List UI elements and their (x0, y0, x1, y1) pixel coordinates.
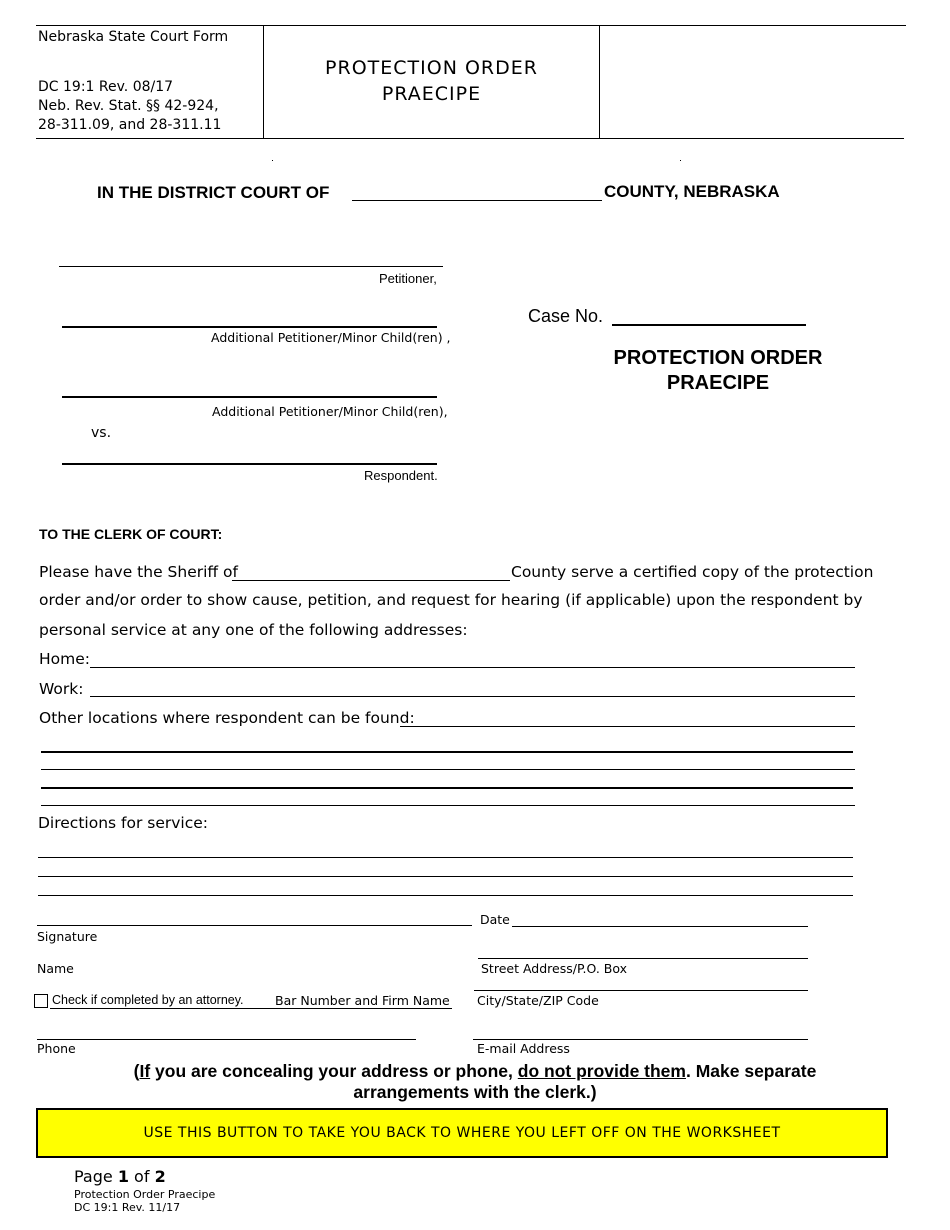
para-prefix: Please have the Sheriff of (39, 563, 238, 581)
header-divider-right (599, 25, 600, 138)
respondent-field[interactable] (62, 463, 437, 465)
form-number: DC 19:1 Rev. 08/17 (38, 79, 174, 95)
other-locations-label: Other locations where respondent can be found: (39, 709, 415, 727)
page-indicator (74, 1167, 166, 1186)
petitioner-label: Petitioner, (379, 271, 437, 286)
signature-field[interactable] (37, 925, 472, 926)
header-bottom-border (36, 138, 904, 139)
notice-part1: you are concealing your address or phone, (150, 1061, 518, 1081)
statute-line-2: 28-311.09, and 28-311.11 (38, 117, 222, 133)
caption-title (598, 346, 838, 396)
work-field[interactable] (90, 696, 855, 697)
date-field[interactable] (512, 926, 808, 927)
statute-line-1: Neb. Rev. Stat. §§ 42-924, (38, 98, 219, 114)
directions-line-3[interactable] (38, 895, 853, 896)
sheriff-county-field[interactable] (232, 580, 510, 581)
bar-number-label: Bar Number and Firm Name (275, 993, 450, 1008)
header-title-line1: PROTECTION ORDER (325, 57, 538, 79)
para-line-2: order and/or order to show cause, petition, and request for hearing (if applicable) upon the respondent by (39, 591, 863, 609)
court-suffix: COUNTY, NEBRASKA (604, 182, 780, 201)
home-label: Home: (39, 650, 90, 668)
other-locations-line-2[interactable] (41, 751, 853, 753)
directions-label: Directions for service: (38, 814, 209, 832)
email-field[interactable] (473, 1039, 808, 1040)
street-address-label: Street Address/P.O. Box (481, 961, 628, 976)
other-locations-line-4[interactable] (41, 787, 853, 789)
caption-title-line2: PRAECIPE (666, 372, 770, 394)
name-label: Name (37, 961, 74, 976)
work-label: Work: (39, 680, 84, 698)
footer-form-title: Protection Order Praecipe (74, 1188, 216, 1201)
county-field[interactable] (352, 200, 602, 201)
notice-if: If (139, 1061, 151, 1081)
other-locations-line-5[interactable] (41, 805, 855, 806)
page-word: Page (74, 1167, 118, 1186)
city-state-zip-line[interactable] (474, 990, 808, 991)
footer-form-rev: DC 19:1 Rev. 11/17 (74, 1201, 181, 1214)
notice-part2: . Make separate (685, 1061, 817, 1081)
phone-label: Phone (37, 1041, 76, 1056)
email-label: E-mail Address (477, 1041, 570, 1056)
concealing-notice-line2: arrangements with the clerk.) (353, 1082, 597, 1102)
header-top-border (36, 25, 906, 26)
header-title-line2: PRAECIPE (381, 83, 482, 105)
additional-petitioner-label-2: Additional Petitioner/Minor Child(ren), (212, 404, 448, 419)
attorney-check-label: Check if completed by an attorney. (52, 993, 244, 1007)
para-line-3: personal service at any one of the following addresses: (39, 621, 468, 639)
phone-field[interactable] (37, 1039, 416, 1040)
respondent-label: Respondent. (364, 468, 438, 483)
notice-paren: ( (133, 1061, 140, 1081)
date-label: Date (480, 912, 510, 927)
case-no-field[interactable] (612, 324, 806, 326)
concealing-notice (40, 1061, 910, 1103)
other-locations-field[interactable] (400, 726, 855, 727)
court-prefix: IN THE DISTRICT COURT OF (97, 183, 330, 202)
case-no-label: Case No. (528, 306, 604, 326)
additional-petitioner-label-1: Additional Petitioner/Minor Child(ren) , (211, 330, 451, 345)
page-total: 2 (154, 1167, 166, 1186)
other-locations-line-3[interactable] (41, 769, 855, 770)
of-word: of (128, 1167, 155, 1186)
court-form-label: Nebraska State Court Form (38, 29, 229, 45)
city-state-zip-label: City/State/ZIP Code (477, 993, 599, 1008)
vs-label: vs. (91, 425, 112, 441)
notice-underlined: do not provide them (517, 1061, 686, 1081)
to-clerk-heading: TO THE CLERK OF COURT: (39, 526, 223, 542)
street-address-field[interactable] (478, 958, 808, 959)
petitioner-field[interactable] (59, 266, 443, 267)
home-field[interactable] (90, 667, 855, 668)
back-to-worksheet-button[interactable]: USE THIS BUTTON TO TAKE YOU BACK TO WHERE YOU LEFT OFF ON THE WORKSHEET (36, 1108, 888, 1158)
para-suffix: County serve a certified copy of the protection (511, 563, 874, 581)
directions-line-1[interactable] (38, 857, 853, 858)
additional-petitioner-field-1[interactable] (62, 326, 437, 328)
dot-mark (272, 160, 273, 161)
caption-title-line1: PROTECTION ORDER (613, 347, 823, 369)
attorney-checkbox[interactable] (34, 994, 48, 1008)
page-number: 1 (117, 1167, 129, 1186)
dot-mark (680, 160, 681, 161)
concealing-notice-line1 (40, 1061, 910, 1082)
bar-number-field[interactable] (50, 1008, 452, 1009)
directions-line-2[interactable] (38, 876, 853, 877)
additional-petitioner-field-2[interactable] (62, 396, 437, 398)
signature-label: Signature (37, 929, 98, 944)
header-title (264, 55, 599, 107)
